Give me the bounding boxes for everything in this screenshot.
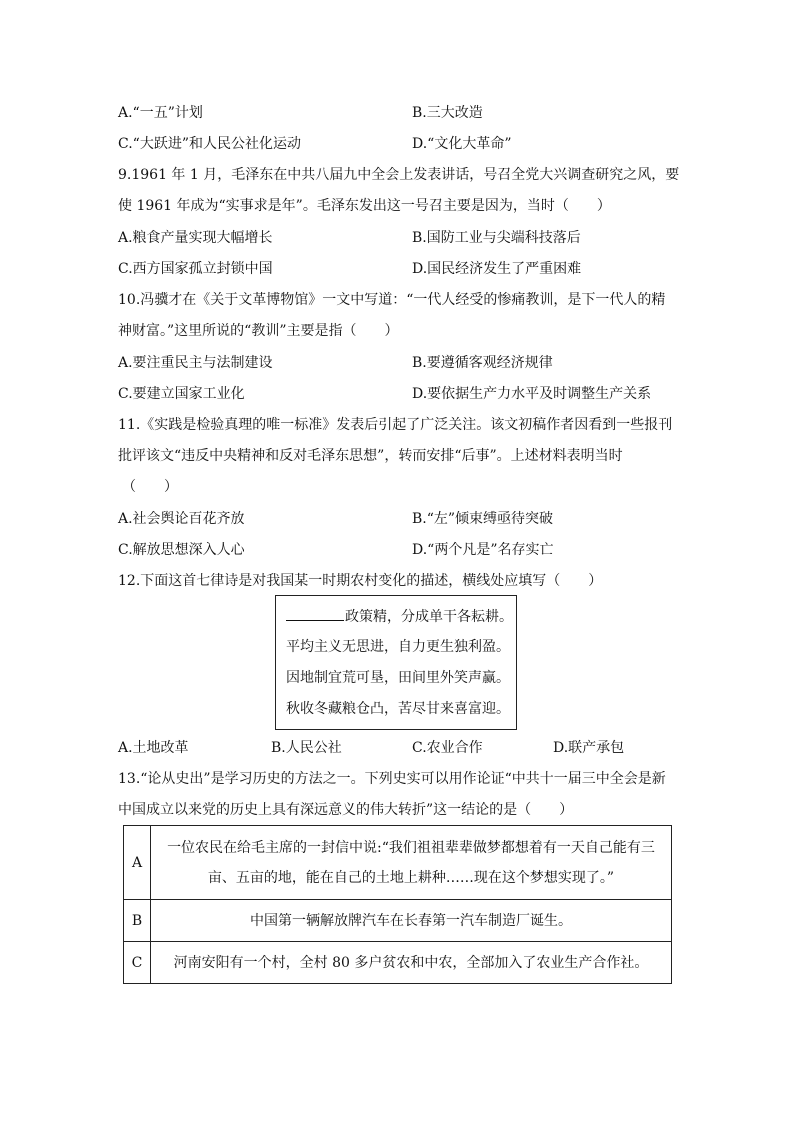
evidence-table bbox=[123, 825, 672, 984]
row-label: B bbox=[124, 900, 151, 942]
q12-option-a: A.土地改革 bbox=[118, 740, 189, 756]
q11-stem-line3: （ ） bbox=[122, 479, 178, 495]
row-text: 河南安阳有一个村，全村 80 多户贫农和中农，全部加入了农业生产合作社。 bbox=[151, 942, 672, 984]
q10-stem-line2: 神财富。”这里所说的“教训”主要是指（ ） bbox=[118, 323, 399, 339]
poem-line-2: 平均主义无思进，自力更生独利盈。 bbox=[286, 639, 510, 655]
q13-stem-line1: 13.“论从史出”是学习历史的方法之一。下列史实可以用作论证“中共十一届三中全会是新 bbox=[118, 771, 666, 787]
q9-option-c: C.西方国家孤立封锁中国 bbox=[118, 261, 273, 277]
q11-option-a: A.社会舆论百花齐放 bbox=[118, 511, 245, 527]
poem-line-4: 秋收冬藏粮仓凸，苦尽甘来喜富迎。 bbox=[286, 701, 510, 717]
q9-option-a: A.粮食产量实现大幅增长 bbox=[118, 230, 273, 246]
q12-option-c: C.农业合作 bbox=[412, 740, 483, 756]
q10-option-b: B.要遵循客观经济规律 bbox=[412, 355, 553, 371]
q10-option-a: A.要注重民主与法制建设 bbox=[118, 355, 273, 371]
row-label: C bbox=[124, 942, 151, 984]
evidence-row-b bbox=[124, 900, 672, 942]
q11-option-d: D.“两个凡是”名存实亡 bbox=[412, 542, 554, 558]
q9-stem-line1: 9.1961 年 1 月，毛泽东在中共八届九中全会上发表讲话，号召全党大兴调查研究之风，要 bbox=[118, 167, 680, 183]
row-label: A bbox=[124, 826, 151, 900]
q8-option-a: A.“一五”计划 bbox=[118, 105, 203, 121]
q13-stem-line2: 中国成立以来党的历史上具有深远意义的伟大转折”这一结论的是（ ） bbox=[118, 802, 574, 818]
q8-option-b: B.三大改造 bbox=[412, 105, 483, 121]
q11-stem-line1: 11.《实践是检验真理的唯一标准》发表后引起了广泛关注。该文初稿作者因看到一些报刊 bbox=[118, 417, 673, 433]
row-text: 中国第一辆解放牌汽车在长春第一汽车制造厂诞生。 bbox=[151, 900, 672, 942]
q8-option-c: C.“大跃进”和人民公社化运动 bbox=[118, 136, 301, 152]
q12-option-b: B.人民公社 bbox=[271, 740, 342, 756]
poem-line-1: 政策精，分成单干各耘耕。 bbox=[286, 606, 513, 627]
q10-option-c: C.要建立国家工业化 bbox=[118, 386, 245, 402]
q11-option-c: C.解放思想深入人心 bbox=[118, 542, 245, 558]
q10-option-d: D.要依据生产力水平及时调整生产关系 bbox=[412, 386, 652, 402]
poem-box bbox=[275, 595, 517, 730]
q12-option-d: D.联产承包 bbox=[553, 740, 625, 756]
q9-option-b: B.国防工业与尖端科技落后 bbox=[412, 230, 581, 246]
poem-line-3: 因地制宜荒可垦，田间里外笑声赢。 bbox=[286, 670, 510, 686]
evidence-row-a bbox=[124, 826, 672, 900]
evidence-row-c bbox=[124, 942, 672, 984]
q8-option-d: D.“文化大革命” bbox=[412, 136, 512, 152]
q11-option-b: B.“左”倾束缚亟待突破 bbox=[412, 511, 554, 527]
q12-stem-line1: 12.下面这首七律诗是对我国某一时期农村变化的描述，横线处应填写（ ） bbox=[118, 573, 603, 589]
fill-in-blank bbox=[286, 606, 344, 621]
row-text: 一位农民在给毛主席的一封信中说:“我们祖祖辈辈做梦都想着有一天自己能有三 亩、五亩的地，能在自己的土地上耕种……现在这个梦想实现了。” bbox=[151, 826, 672, 900]
q10-stem-line1: 10.冯骥才在《关于文革博物馆》一文中写道：“一代人经受的惨痛教训，是下一代人的精 bbox=[118, 292, 666, 308]
q11-stem-line2: 批评该文“违反中央精神和反对毛泽东思想”，转而安排“后事”。上述材料表明当时 bbox=[118, 448, 623, 464]
q9-option-d: D.国民经济发生了严重困难 bbox=[412, 261, 582, 277]
q9-stem-line2: 使 1961 年成为“实事求是年”。毛泽东发出这一号召主要是因为，当时（ ） bbox=[118, 198, 611, 214]
